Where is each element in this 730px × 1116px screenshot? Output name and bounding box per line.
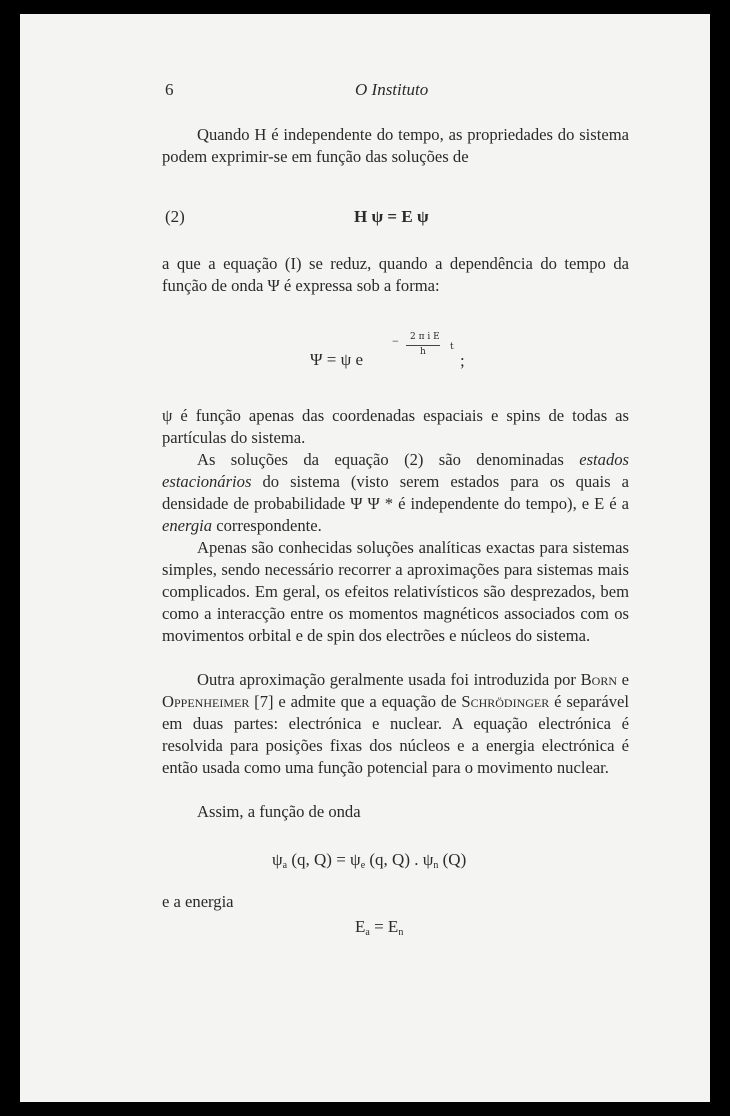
running-title: O Instituto (355, 80, 429, 99)
equation-exp-semicolon: ; (460, 351, 465, 370)
paragraph-2: a que a equação (I) se reduz, quando a dependência do tempo da função de onda Ψ é expressa sob a forma: (162, 254, 629, 295)
equation-exp-denominator: h (420, 347, 426, 357)
p6-text-b: e (617, 670, 630, 689)
paragraph-4 (162, 449, 629, 537)
equation-exp-t: t (450, 342, 454, 352)
paragraph-8: e a energia (162, 892, 234, 911)
paragraph-3: ψ é função apenas das coordenadas espaciais e spins de todas as partículas do sistema. (162, 406, 629, 447)
paragraph-1: Quando H é independente do tempo, as propriedades do sistema podem exprimir-se em função das soluções de (162, 125, 629, 166)
equation-exp-base: Ψ = ψ e (310, 350, 364, 369)
page-number: 6 (165, 80, 174, 99)
equation-exp-minus: − (392, 334, 399, 348)
p6-text-c: [7] e admite que a equação de (249, 692, 462, 711)
p4-text-c: do sistema (visto serem estados para os quais a densidade de probabilidade Ψ Ψ * é independente do tempo), e E é a (162, 472, 629, 513)
author-schrodinger: Schrödinger (461, 692, 550, 711)
paragraph-5: Apenas são conhecidas soluções analíticas exactas para sistemas simples, sendo necessário recorrer a aproximações para sistemas mais complicados. Em geral, os efeitos relativísticos são desprezados, bem como a interacção entre os momentos magnéticos associados com os movimentos orbital e de spin dos electrões e núcleos do sistema. (162, 538, 629, 645)
paragraph-7: Assim, a função de onda (197, 802, 361, 821)
p4-text-a: As soluções da equação (2) são denominadas (197, 450, 580, 469)
p4-text-e: correspondente. (212, 516, 322, 535)
equation-2: H ψ = E ψ (354, 207, 429, 226)
author-oppenheimer: Oppenheimer (162, 692, 250, 711)
p6-text-a: Outra aproximação geralmente usada foi introduzida por (197, 670, 581, 689)
equation-exp-numerator: 2 π i E (410, 332, 440, 342)
equation-wavefunction: $\psi_a$ (q, $Q) = \psi_e$ (q, Q) . $\psi_n$ (Q) (272, 850, 467, 871)
author-born: Born (580, 670, 617, 689)
equation-energy: $E_a = E_n$ (355, 917, 404, 938)
p4-italic-energia: energia (162, 516, 213, 535)
p6-text-d: é separável em duas partes: electrónica e nuclear. A equação electrónica é resolvida para posições fixas dos núcleos e a energia electrónica é então usada como uma função potencial para o movimento nuclear. (162, 692, 629, 777)
document-page (20, 14, 710, 1102)
equation-2-label: (2) (165, 207, 185, 226)
p4-italic-estados: estados estacionários (162, 450, 629, 491)
paragraph-6 (162, 669, 629, 779)
equation-exp-fraction-bar (406, 345, 440, 346)
